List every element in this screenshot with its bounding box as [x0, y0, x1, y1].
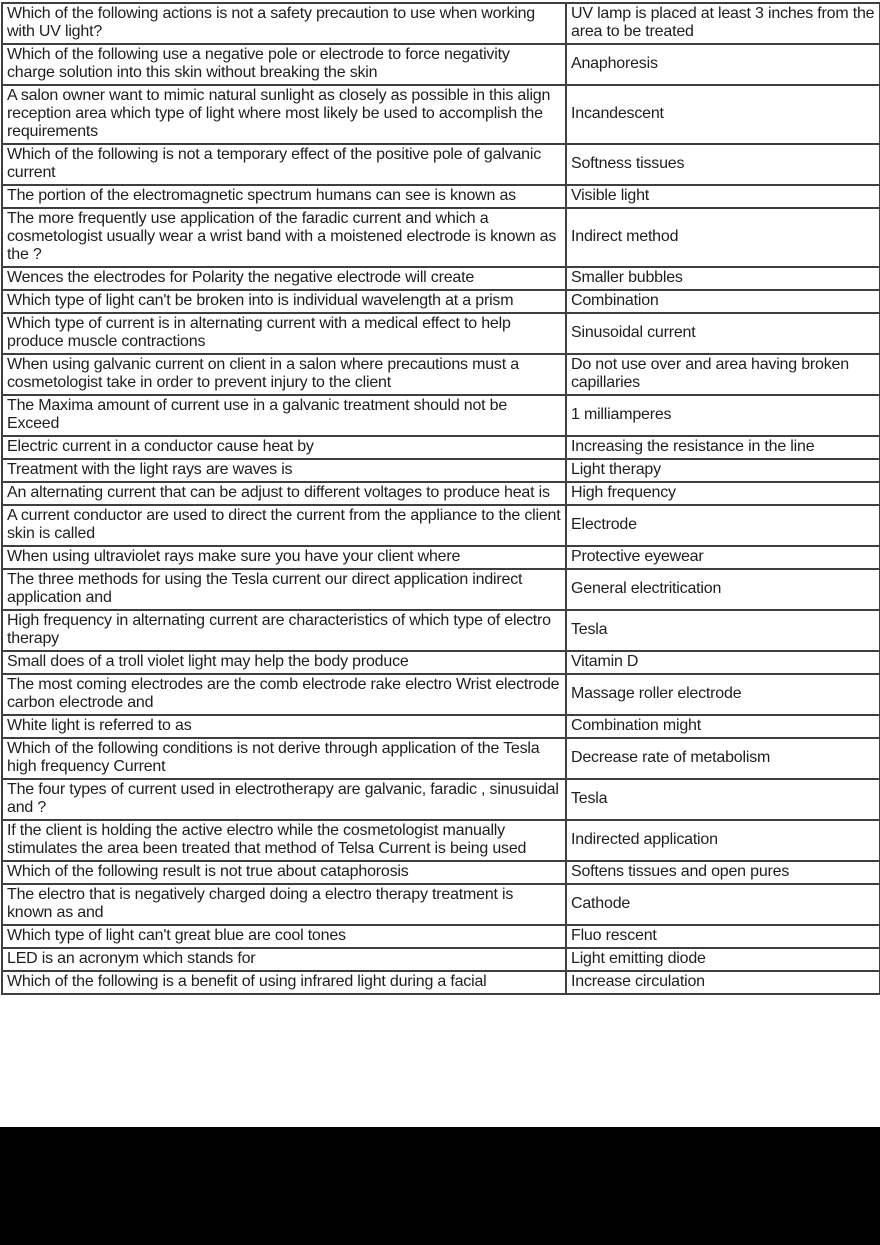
table-row: [2, 674, 880, 715]
answer-cell: Indirect method: [566, 208, 880, 267]
answer-cell: 1 milliamperes: [566, 395, 880, 436]
question-cell: When using ultraviolet rays make sure you have your client where: [2, 546, 566, 569]
question-cell: The electro that is negatively charged doing a electro therapy treatment is known as and: [2, 884, 566, 925]
question-cell: High frequency in alternating current are characteristics of which type of electro therapy: [2, 610, 566, 651]
table-row: [2, 505, 880, 546]
answer-cell: Electrode: [566, 505, 880, 546]
answer-cell: Tesla: [566, 779, 880, 820]
answer-cell: Smaller bubbles: [566, 267, 880, 290]
question-cell: A current conductor are used to direct the current from the appliance to the client skin is called: [2, 505, 566, 546]
table-row: [2, 820, 880, 861]
question-cell: The four types of current used in electrotherapy are galvanic, faradic , sinusuidal and ?: [2, 779, 566, 820]
table-row: [2, 925, 880, 948]
question-cell: The more frequently use application of the faradic current and which a cosmetologist usually wear a wrist band with a moistened electrode is known as the ?: [2, 208, 566, 267]
answer-cell: Cathode: [566, 884, 880, 925]
question-cell: A salon owner want to mimic natural sunlight as closely as possible in this align reception area which type of light where most likely be used to accomplish the requirements: [2, 85, 566, 144]
table-row: [2, 861, 880, 884]
question-cell: LED is an acronym which stands for: [2, 948, 566, 971]
question-cell: Which of the following result is not true about cataphorosis: [2, 861, 566, 884]
table-row: [2, 185, 880, 208]
qa-table-body: [2, 3, 880, 994]
table-row: [2, 85, 880, 144]
table-row: [2, 144, 880, 185]
table-row: [2, 569, 880, 610]
table-row: [2, 459, 880, 482]
table-row: [2, 779, 880, 820]
answer-cell: Increasing the resistance in the line: [566, 436, 880, 459]
answer-cell: Vitamin D: [566, 651, 880, 674]
table-row: [2, 208, 880, 267]
table-row: [2, 313, 880, 354]
answer-cell: Visible light: [566, 185, 880, 208]
table-row: [2, 738, 880, 779]
question-cell: White light is referred to as: [2, 715, 566, 738]
question-cell: If the client is holding the active electro while the cosmetologist manually stimulates the area been treated that method of Telsa Current is being used: [2, 820, 566, 861]
answer-cell: Indirected application: [566, 820, 880, 861]
answer-cell: Softness tissues: [566, 144, 880, 185]
question-cell: Treatment with the light rays are waves is: [2, 459, 566, 482]
table-row: [2, 884, 880, 925]
table-row: [2, 610, 880, 651]
question-cell: Which of the following conditions is not derive through application of the Tesla high frequency Current: [2, 738, 566, 779]
answer-cell: Light emitting diode: [566, 948, 880, 971]
answer-cell: Increase circulation: [566, 971, 880, 994]
answer-cell: Do not use over and area having broken capillaries: [566, 354, 880, 395]
question-cell: The three methods for using the Tesla current our direct application indirect application and: [2, 569, 566, 610]
question-cell: The Maxima amount of current use in a galvanic treatment should not be Exceed: [2, 395, 566, 436]
answer-cell: Protective eyewear: [566, 546, 880, 569]
answer-cell: Decrease rate of metabolism: [566, 738, 880, 779]
table-row: [2, 3, 880, 44]
question-cell: An alternating current that can be adjust to different voltages to produce heat is: [2, 482, 566, 505]
table-row: [2, 354, 880, 395]
question-cell: The portion of the electromagnetic spectrum humans can see is known as: [2, 185, 566, 208]
question-cell: Which of the following is not a temporary effect of the positive pole of galvanic current: [2, 144, 566, 185]
answer-cell: Sinusoidal current: [566, 313, 880, 354]
question-cell: Which type of light can't great blue are cool tones: [2, 925, 566, 948]
answer-cell: Tesla: [566, 610, 880, 651]
answer-cell: Anaphoresis: [566, 44, 880, 85]
answer-cell: Fluo rescent: [566, 925, 880, 948]
answer-cell: Combination: [566, 290, 880, 313]
answer-cell: Combination might: [566, 715, 880, 738]
table-row: [2, 395, 880, 436]
table-row: [2, 436, 880, 459]
table-row: [2, 715, 880, 738]
question-cell: Which type of light can't be broken into is individual wavelength at a prism: [2, 290, 566, 313]
table-row: [2, 44, 880, 85]
question-cell: Electric current in a conductor cause heat by: [2, 436, 566, 459]
answer-cell: Softens tissues and open pures: [566, 861, 880, 884]
table-row: [2, 651, 880, 674]
table-row: [2, 546, 880, 569]
qa-table: [1, 2, 880, 995]
table-row: [2, 482, 880, 505]
answer-cell: UV lamp is placed at least 3 inches from the area to be treated: [566, 3, 880, 44]
answer-cell: Incandescent: [566, 85, 880, 144]
question-cell: Which of the following actions is not a safety precaution to use when working with UV light?: [2, 3, 566, 44]
question-cell: Small does of a troll violet light may help the body produce: [2, 651, 566, 674]
table-row: [2, 971, 880, 994]
table-row: [2, 267, 880, 290]
question-cell: Which of the following is a benefit of using infrared light during a facial: [2, 971, 566, 994]
question-cell: Which of the following use a negative pole or electrode to force negativity charge solution into this skin without breaking the skin: [2, 44, 566, 85]
table-row: [2, 948, 880, 971]
answer-cell: Light therapy: [566, 459, 880, 482]
question-cell: When using galvanic current on client in a salon where precautions must a cosmetologist take in order to prevent injury to the client: [2, 354, 566, 395]
answer-cell: General electritication: [566, 569, 880, 610]
question-cell: Which type of current is in alternating current with a medical effect to help produce muscle contractions: [2, 313, 566, 354]
question-cell: The most coming electrodes are the comb electrode rake electro Wrist electrode carbon electrode and: [2, 674, 566, 715]
footer-black-bar: [0, 1127, 880, 1245]
table-row: [2, 290, 880, 313]
answer-cell: High frequency: [566, 482, 880, 505]
question-cell: Wences the electrodes for Polarity the negative electrode will create: [2, 267, 566, 290]
answer-cell: Massage roller electrode: [566, 674, 880, 715]
